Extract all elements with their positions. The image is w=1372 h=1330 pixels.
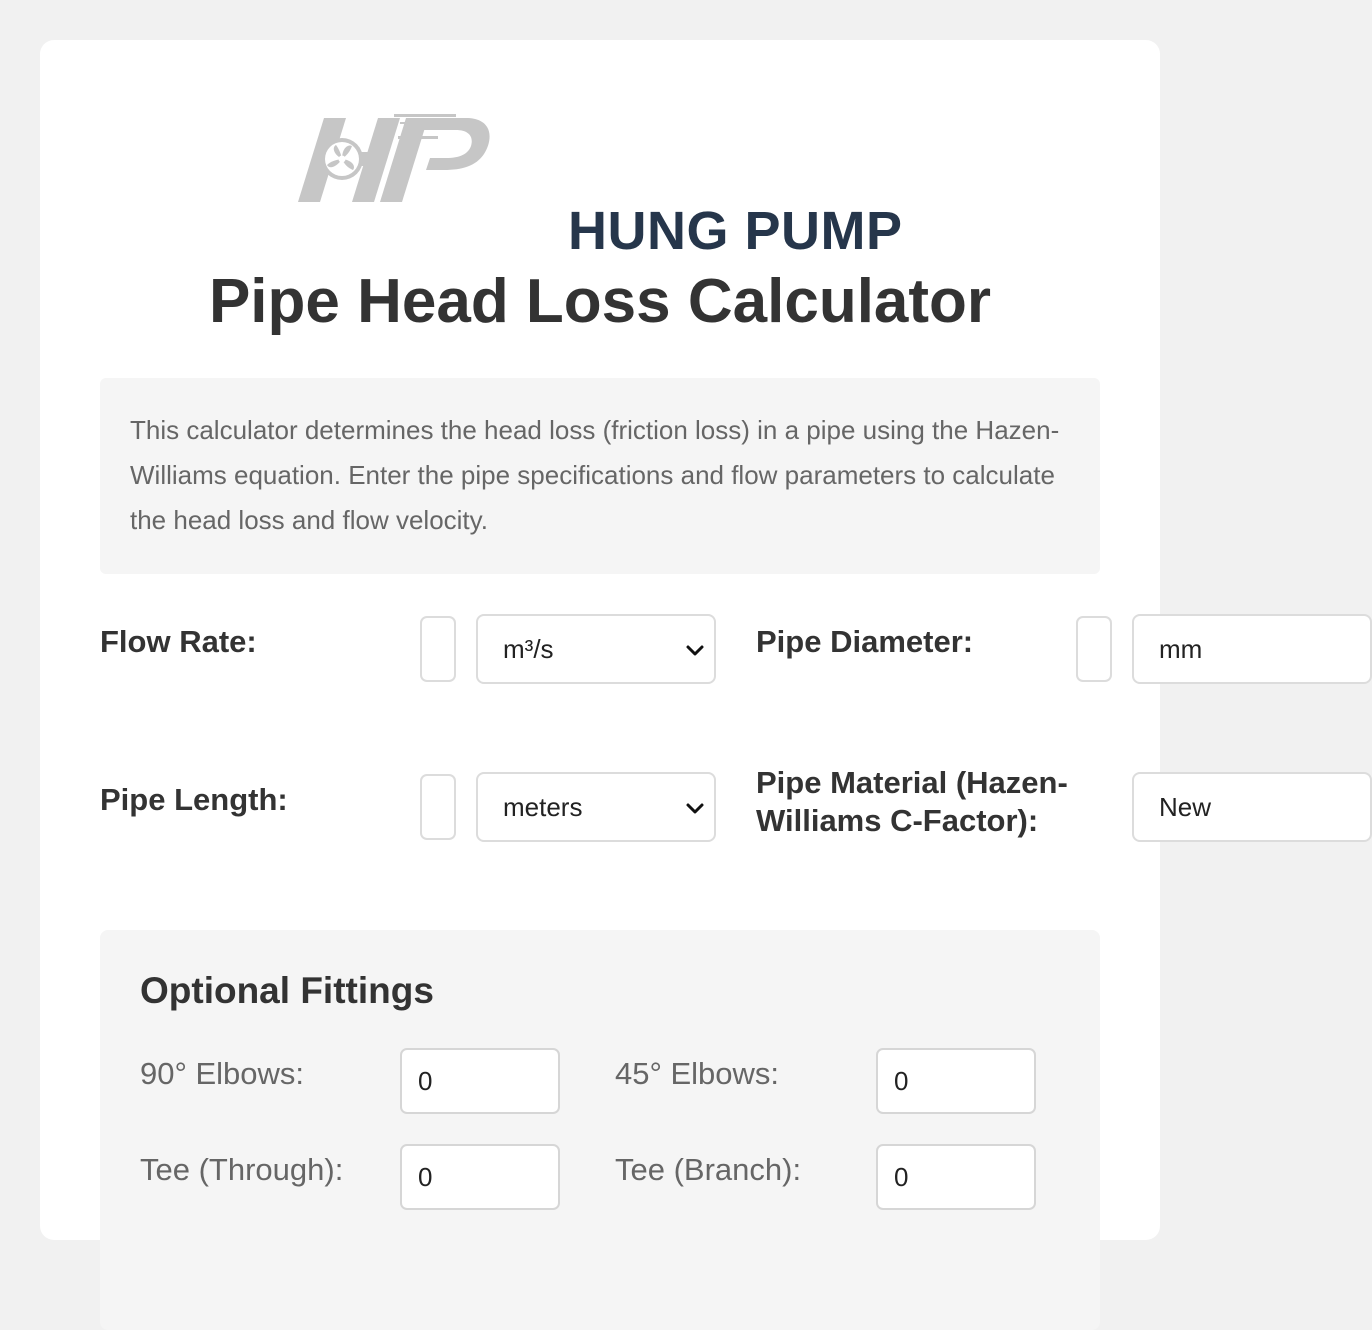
pipe-diameter-unit-select[interactable] xyxy=(1132,614,1372,684)
chevron-down-icon xyxy=(684,639,706,661)
brand-header xyxy=(40,110,1160,261)
pipe-diameter-unit-value: mm xyxy=(1159,634,1203,664)
calculator-card xyxy=(40,40,1212,1240)
tee-through-label: Tee (Through): xyxy=(140,1152,344,1187)
brand-name: HUNG PUMP xyxy=(568,201,903,261)
pipe-length-unit-select[interactable] xyxy=(476,772,716,842)
elbows-45-input[interactable]: 0 xyxy=(876,1048,1036,1114)
flow-rate-label: Flow Rate: xyxy=(100,624,257,659)
pipe-length-unit-value: meters xyxy=(503,792,583,822)
elbows-45-label: 45° Elbows: xyxy=(615,1056,780,1091)
elbows-90-label: 90° Elbows: xyxy=(140,1056,305,1091)
optional-fittings-panel xyxy=(100,930,1100,1330)
pipe-material-value: New xyxy=(1159,792,1212,822)
pipe-diameter-input[interactable] xyxy=(1076,616,1112,682)
page-title: Pipe Head Loss Calculator xyxy=(208,267,992,336)
elbows-90-input[interactable]: 0 xyxy=(400,1048,560,1114)
pipe-material-select[interactable] xyxy=(1132,772,1372,842)
flow-rate-input[interactable] xyxy=(420,616,456,682)
intro-description: This calculator determines the head loss (friction loss) in a pipe using the Hazen-Williams equation. Enter the pipe specifications and flow parameters to calculate the head loss and flow velocity. xyxy=(100,378,1100,574)
pipe-diameter-label: Pipe Diameter: xyxy=(756,624,974,659)
flow-rate-unit-select[interactable] xyxy=(476,614,716,684)
flow-rate-unit-value: m³/s xyxy=(503,634,554,664)
fittings-title: Optional Fittings xyxy=(140,970,434,1011)
tee-branch-input[interactable]: 0 xyxy=(876,1144,1036,1210)
tee-branch-label: Tee (Branch): xyxy=(615,1152,802,1187)
pipe-material-label: Pipe Material (Hazen-Williams C-Factor): xyxy=(756,765,1068,838)
pipe-length-input[interactable] xyxy=(420,774,456,840)
chevron-down-icon xyxy=(684,797,706,819)
tee-through-input[interactable]: 0 xyxy=(400,1144,560,1210)
pipe-length-label: Pipe Length: xyxy=(100,782,288,817)
hp-logo xyxy=(296,110,496,206)
